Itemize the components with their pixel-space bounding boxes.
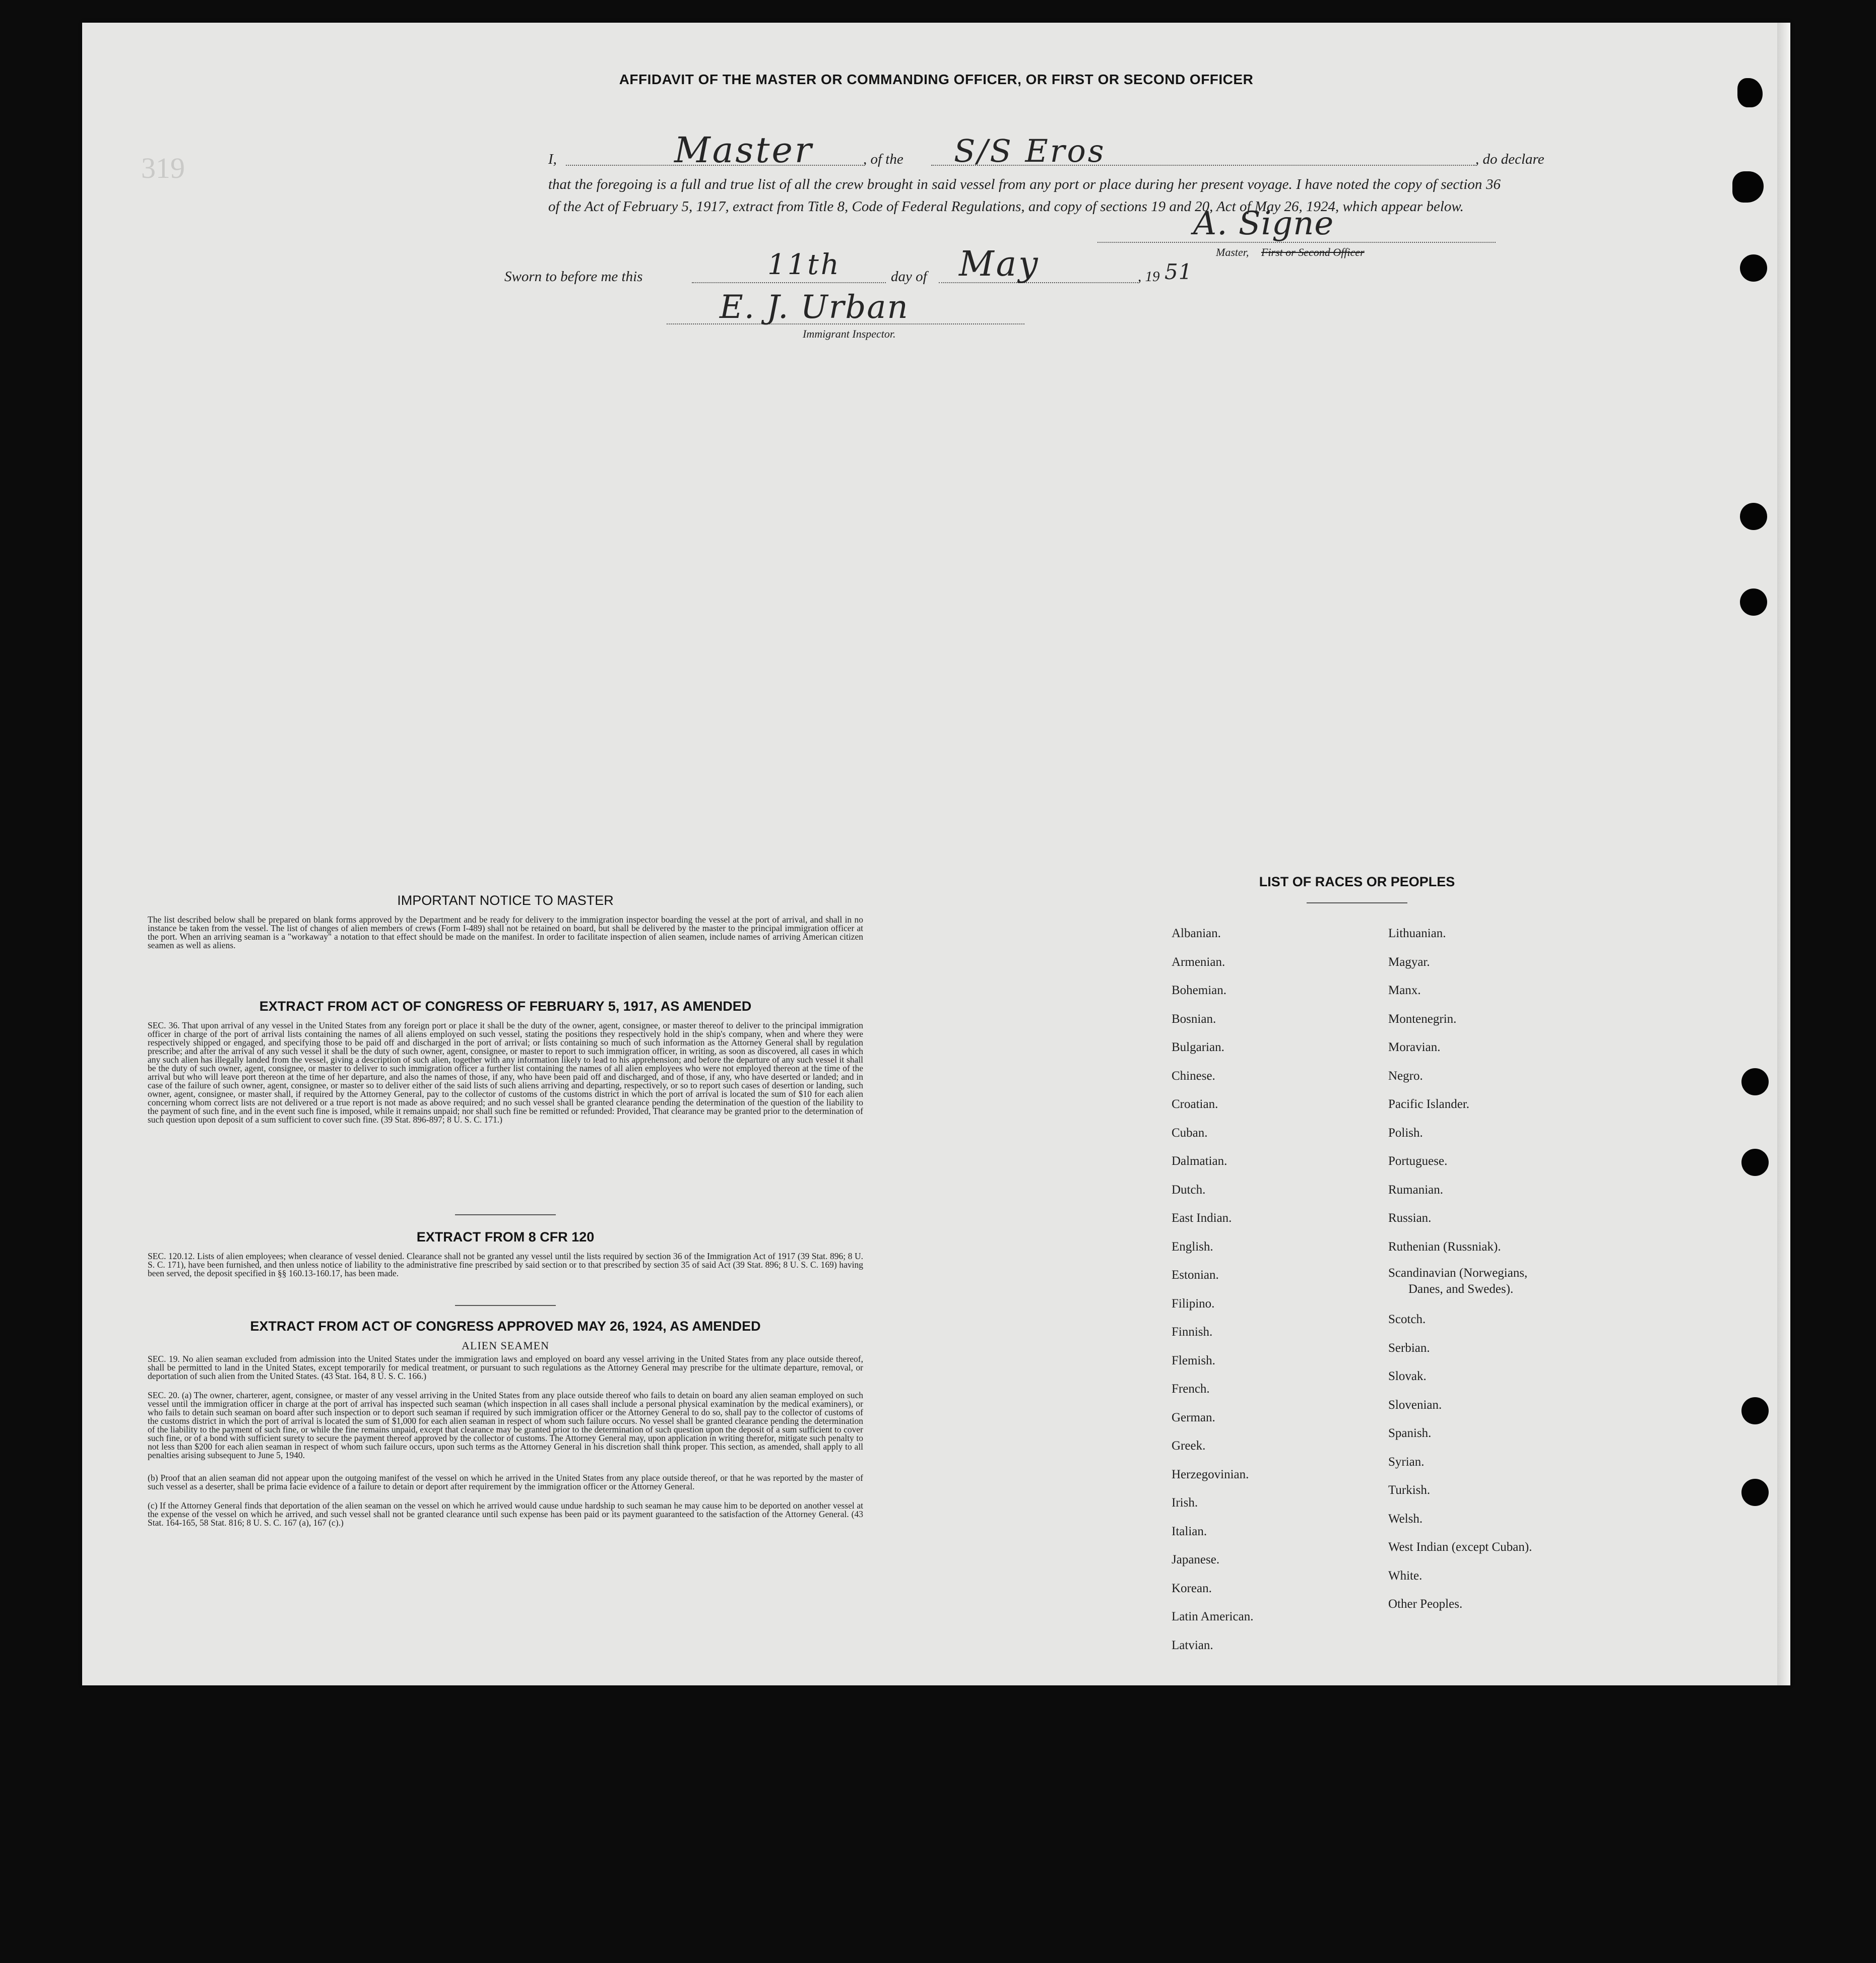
extract-1917-title: EXTRACT FROM ACT OF CONGRESS OF FEBRUARY 5, 1917, AS AMENDED: [259, 999, 752, 1014]
affidavit-i: I,: [548, 151, 557, 167]
extract-1924-title: EXTRACT FROM ACT OF CONGRESS APPROVED MAY 26, 1924, AS AMENDED: [250, 1319, 761, 1334]
handwritten-year: 51: [1165, 259, 1193, 284]
race-item: Other Peoples.: [1388, 1597, 1463, 1611]
handwritten-day: 11th: [767, 248, 841, 281]
race-item: Croatian.: [1172, 1097, 1218, 1111]
affidavit-declare: , do declare: [1475, 151, 1544, 167]
race-item: West Indian (except Cuban).: [1388, 1540, 1532, 1554]
race-item: Russian.: [1388, 1211, 1432, 1225]
faint-page-number: 319: [141, 152, 185, 184]
race-item: Slovenian.: [1388, 1398, 1442, 1412]
race-item: German.: [1172, 1410, 1215, 1424]
race-item: Estonian.: [1172, 1268, 1219, 1282]
race-item: French.: [1172, 1382, 1210, 1396]
extract-1924-subtitle: ALIEN SEAMEN: [462, 1339, 549, 1352]
punch-hole: [1740, 503, 1767, 530]
race-item: Rumanian.: [1388, 1183, 1444, 1197]
extract-cfr-title: EXTRACT FROM 8 CFR 120: [416, 1229, 595, 1245]
punch-hole: [1740, 588, 1767, 616]
races-right-column: [1388, 920, 1532, 1619]
races-title: LIST OF RACES OR PEOPLES: [1259, 874, 1455, 889]
race-item: Syrian.: [1388, 1455, 1425, 1469]
race-item: Latin American.: [1172, 1610, 1254, 1623]
punch-hole: [1732, 171, 1764, 203]
affidavit-title: AFFIDAVIT OF THE MASTER OR COMMANDING OFFICER, OR FIRST OR SECOND OFFICER: [619, 72, 1254, 87]
race-item: Chinese.: [1172, 1069, 1215, 1083]
handwritten-rank: Master: [674, 129, 814, 171]
day-line: [692, 282, 886, 283]
race-item: Greek.: [1172, 1439, 1206, 1453]
race-item: Bosnian.: [1172, 1012, 1216, 1026]
extract-1924-sec20c: (c) If the Attorney General finds that deportation of the alien seaman on the vessel on which he arrived would cause undue hardship to such seaman he may cause him to be deported on another vessel at the expense of the vessel on which he arrived, and such vessel shall not be granted clearance until such expense has been paid or its payment guaranteed to the satisfaction of the Attorney General. (43 Stat. 164-165, 58 Stat. 816; 8 U. S. C. 167 (a), 167 (c).): [148, 1500, 863, 1528]
race-item: Ruthenian (Russniak).: [1388, 1239, 1501, 1254]
punch-hole: [1741, 1479, 1769, 1506]
race-item: Lithuanian.: [1388, 927, 1446, 940]
race-item: Montenegrin.: [1388, 1012, 1457, 1026]
race-item: English.: [1172, 1239, 1213, 1254]
divider: [1307, 902, 1407, 903]
race-item: Magyar.: [1388, 955, 1430, 969]
inspector-signature: E. J. Urban: [720, 289, 909, 326]
notice-text: The list described below shall be prepared on blank forms approved by the Department and be ready for delivery to the immigration inspector boarding the vessel at the port of arrival, and shall in no instance be taken from the vessel. The list of changes of alien members of crews (Form I-489) shall not be retained on board, but shall be delivered by the master to the principal immigration officer at the port. When an arriving seaman is a "workaway" a notation to that effect should be made on the manifest. In order to facilitate inspection of alien seamen, include names of arriving American citizen seamen as well as aliens.: [148, 914, 863, 950]
race-item: Negro.: [1388, 1069, 1423, 1083]
handwritten-vessel: S/S Eros: [954, 133, 1106, 169]
race-item: Portuguese.: [1388, 1154, 1448, 1168]
inspector-caption: Immigrant Inspector.: [803, 328, 896, 340]
race-item: Danes, and Swedes).: [1408, 1282, 1514, 1296]
race-item: Armenian.: [1172, 955, 1225, 969]
races-left-column: [1172, 920, 1253, 1660]
signature-caption-master: Master,: [1216, 246, 1249, 258]
race-item: Polish.: [1388, 1126, 1423, 1140]
divider: [455, 1305, 556, 1306]
punch-hole: [1741, 1068, 1769, 1095]
race-item: Pacific Islander.: [1388, 1097, 1470, 1111]
extract-1917-text: SEC. 36. That upon arrival of any vessel in the United States from any foreign port or place it shall be the duty of the owner, agent, consignee, or master thereof to deliver to the principal immigration officer in charge of the port of arrival lists containing the names of all aliens employed on such vessel, stating the positions they respectively hold in the ship's company, when and where they were respectively shipped or engaged, and specifying those to be paid off and discharged in the port of arrival; or lists containing so much of such information as the Attorney General shall by regulation prescribe; and after the arrival of any such vessel it shall be the duty of such owner, agent, consignee, or master to report to such immigration officer, in writing, as soon as discovered, all cases in which any such alien has illegally landed from the vessel, giving a description of such alien, together with any information likely to lead to his apprehension; and before the departure of any such vessel it shall be the duty of such owner, agent, consignee, or master to deliver to such immigration officer a further list containing the names of all alien employees who were not employed thereon at the time of the arrival but who will leave port thereon at the time of her departure, and also the names of those, if any, who have been paid off and discharged, and of those, if any, who have deserted or landed; and in case of the failure of such owner, agent, consignee, or master so to deliver either of the said lists of such aliens arriving and departing, respectively, or so to report such cases of desertion or landing, such owner, agent, consignee, or master shall, if required by the Attorney General, pay to the collector of customs of the customs district in which the port of arrival is located the sum of $10 for each alien concerning whom correct lists are not delivered or a true report is not made as above required; and no such vessel shall be granted clearance pending the determination of the question of the liability to the payment of such fine, and in the event such fine is imposed, while it remains unpaid; nor shall such fine be remitted or refunded: Provided, That clearance may be granted prior to the determination of such question upon deposit of a sum sufficient to cover such fine. (39 Stat. 896-897; 8 U. S. C. 171.): [148, 1020, 863, 1125]
page-edge-shadow: [1777, 23, 1790, 1685]
race-item: Scandinavian (Norwegians,: [1388, 1266, 1528, 1280]
race-item: White.: [1388, 1568, 1422, 1583]
punch-hole: [1741, 1149, 1769, 1176]
race-item: Herzegovinian.: [1172, 1467, 1249, 1481]
affidavit-body: that the foregoing is a full and true list of all the crew brought in said vessel from any port or place during her present voyage. I have noted the copy of section 36 of the Act of February 5, 1917, extract from Title 8, Code of Federal Regulations, and copy of sections 19 and 20, Act of May 26, 1924, which appear below.: [548, 176, 1501, 215]
race-item: Albanian.: [1172, 927, 1221, 940]
race-item: East Indian.: [1172, 1211, 1232, 1225]
race-item: Spanish.: [1388, 1426, 1432, 1440]
extract-1924-sec20b: (b) Proof that an alien seaman did not appear upon the outgoing manifest of the vessel on which he arrived in the United States from any place outside thereof, or that he was reported by the master of such vessel as a deserter, shall be prima facie evidence of a failure to detain or deport after requirement by the immigration officer or the Attorney General.: [148, 1473, 863, 1491]
race-item: Welsh.: [1388, 1512, 1423, 1526]
extract-cfr-text: SEC. 120.12. Lists of alien employees; when clearance of vessel denied. Clearance shall not be granted any vessel until the lists required by section 36 of the Immigration Act of 1917 (39 Stat. 896; 8 U. S. C. 171), have been furnished, and then unless notice of liability to the administrative fine prescribed by said section or to that prescribed by section 35 of said Act (39 Stat. 896; 8 U. S. C. 169) having been served, the deposit specified in §§ 160.13-160.17, has been made.: [148, 1251, 863, 1278]
divider: [455, 1214, 556, 1215]
race-item: Japanese.: [1172, 1553, 1220, 1566]
race-item: Dalmatian.: [1172, 1154, 1227, 1168]
extract-1924-sec20a: SEC. 20. (a) The owner, charterer, agent, consignee, or master of any vessel arriving in the United States from any place outside thereof who fails to detain on board any alien seaman employed on such vessel until the immigration officer in charge at the port of arrival has inspected such seaman (which inspection in all cases shall include a personal physical examination by the medical examiners), or who fails to detain such seaman on board after such inspection or to deport such seaman if required by such immigration officer or the Attorney General to do so, shall pay to the collector of customs of the customs district in which the port of arrival is located the sum of $1,000 for each alien seaman in respect of whom such failure occurs. No vessel shall be granted clearance pending the determination of the liability to the payment of such fine, or while the fine remains unpaid, except that clearance may be granted prior to the determination of such question upon the deposit of a sum sufficient to cover such fine, or of a bond with sufficient surety to secure the payment thereof approved by the collector of customs. The Attorney General may, upon application in writing therefor, mitigate such penalty to not less than $200 for each alien seaman in respect of whom such failure occurs, upon such terms as the Attorney General in his discretion shall think proper. This section, as amended, shall apply to all penalties arising subsequent to June 5, 1940.: [148, 1390, 863, 1460]
notice-title: IMPORTANT NOTICE TO MASTER: [397, 893, 614, 908]
race-item: Bohemian.: [1172, 984, 1227, 997]
document-page: [82, 23, 1790, 1685]
race-item: Serbian.: [1388, 1341, 1430, 1355]
race-item: Latvian.: [1172, 1638, 1213, 1652]
race-item: Bulgarian.: [1172, 1040, 1224, 1054]
race-item: Finnish.: [1172, 1325, 1213, 1339]
race-item: Filipino.: [1172, 1296, 1215, 1311]
handwritten-month: May: [959, 244, 1040, 284]
sworn-label: Sworn to before me this: [504, 269, 643, 285]
race-item: Irish.: [1172, 1496, 1198, 1510]
race-item: Moravian.: [1388, 1040, 1441, 1054]
signature-caption-struck: First or Second Officer: [1261, 246, 1365, 258]
punch-hole: [1740, 254, 1767, 282]
race-item: Slovak.: [1388, 1369, 1427, 1383]
punch-hole: [1741, 1397, 1769, 1424]
race-item: Italian.: [1172, 1524, 1207, 1538]
race-item: Manx.: [1388, 984, 1421, 997]
race-item: Flemish.: [1172, 1353, 1215, 1367]
race-item: Scotch.: [1388, 1313, 1426, 1326]
year-prefix: , 19: [1138, 269, 1160, 285]
race-item: Dutch.: [1172, 1183, 1206, 1197]
day-of: day of: [891, 269, 927, 285]
race-item: Korean.: [1172, 1581, 1212, 1595]
extract-1924-sec19: SEC. 19. No alien seaman excluded from admission into the United States under the immigration laws and employed on board any vessel arriving in the United States from any place outside thereof, shall be permitted to land in the United States, except temporarily for medical treatment, or pursuant to such regulations as the Attorney General may prescribe for the ultimate departure, removal, or deportation of such alien from the United States. (43 Stat. 164, 8 U. S. C. 166.): [148, 1354, 863, 1381]
affidavit-of-the: , of the: [863, 151, 903, 167]
race-item: Cuban.: [1172, 1126, 1208, 1140]
race-item: Turkish.: [1388, 1483, 1431, 1497]
master-signature: A. Signe: [1193, 205, 1334, 242]
